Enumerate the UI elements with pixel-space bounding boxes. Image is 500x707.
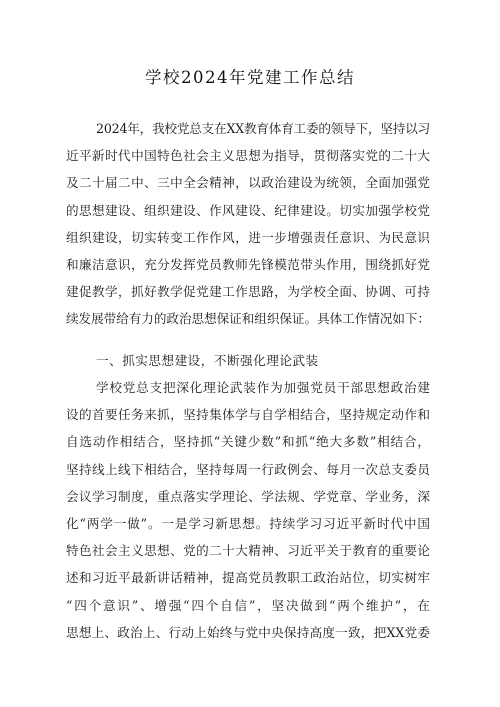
section-line: 自选动作相结合，坚持抓“关键少数”和抓“绝大多数”相结合，	[66, 434, 430, 450]
intro-line: 续发展带给有力的政治思想保证和组织保证。具体工作情况如下：	[66, 311, 430, 327]
section-line: 思想上、政治上、行动上始终与党中央保持高度一致，把XX党委	[66, 624, 430, 640]
intro-line: 的思想建设、组织建设、作风建设、纪律建设。切实加强学校党	[66, 202, 430, 218]
intro-paragraph	[66, 115, 430, 333]
intro-line: 组织建设，切实转变工作作风，进一步增强责任意识、为民意识	[66, 229, 430, 245]
section-line: 坚持线上线下相结合，坚持每周一行政例会、每月一次总支委员	[66, 461, 430, 477]
intro-line: 建促教学，抓好教学促党建工作思路，为学校全面、协调、可持	[66, 284, 430, 300]
section-line: “四个意识”、增强“四个自信”，坚决做到“两个维护”，在	[66, 597, 430, 613]
intro-line: 近平新时代中国特色社会主义思想为指导，贯彻落实党的二十大	[66, 148, 430, 164]
section-line: 会议学习制度，重点落实学理论、学法规、学党章、学业务，深	[66, 488, 430, 504]
section-line: 化“两学一做”。一是学习新思想。持续学习习近平新时代中国	[66, 515, 430, 531]
document-title: 学校2024年党建工作总结	[145, 68, 355, 87]
section-heading: 一、抓实思想建设，不断强化理论武装	[96, 353, 319, 368]
section-line: 述和习近平最新讲话精神，提高党员教职工政治站位，切实树牢	[66, 570, 430, 586]
section-paragraph	[66, 374, 430, 646]
section-line: 设的首要任务来抓，坚持集体学与自学相结合，坚持规定动作和	[66, 407, 430, 423]
intro-line: 及二十届二中、三中全会精神，以政治建设为统领，全面加强党	[66, 175, 430, 191]
section-line: 学校党总支把深化理论武装作为加强党员干部思想政治建	[96, 380, 430, 395]
intro-line: 和廉洁意识，充分发挥党员教师先锋模范带头作用，围绕抓好党	[66, 256, 430, 272]
intro-line: 2024年，我校党总支在XX教育体育工委的领导下，坚持以习	[96, 121, 430, 136]
section-line: 特色社会主义思想、党的二十大精神、习近平关于教育的重要论	[66, 543, 430, 559]
